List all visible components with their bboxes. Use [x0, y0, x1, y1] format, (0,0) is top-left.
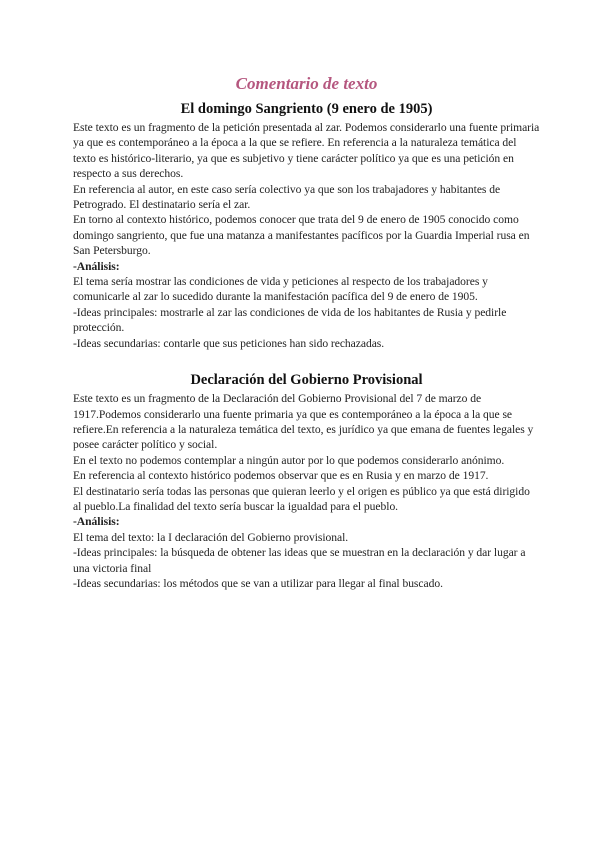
page-title: Comentario de texto	[235, 74, 378, 93]
paragraph: Este texto es un fragmento de la Declaración del Gobierno Provisional del 7 de marzo de 1917.Podemos considerarlo una fuente primaria ya que es contemporáneo a la época a la que se refiere.En referencia a la naturaleza temática del texto, es jurídico ya que emana de fuentes legales y posee carácter político y social.	[73, 392, 534, 452]
paragraph: El tema del texto: la I declaración del Gobierno provisional.	[73, 530, 349, 544]
paragraph: -Ideas secundarias: contarle que sus peticiones han sido rechazadas.	[73, 336, 385, 350]
paragraph: Este texto es un fragmento de la petición presentada al zar. Podemos considerarlo una fuente primaria ya que es contemporáneo a la época a la que se refiere. En referencia a la naturaleza temática del texto es histórico-literario, ya que es subjetivo y tiene carácter político ya que es una petición en respecto a sus derechos.	[73, 121, 540, 181]
paragraph: En referencia al contexto histórico podemos observar que es en Rusia y en marzo de 1917.	[73, 469, 489, 483]
paragraph: -Ideas principales: mostrarle al zar las condiciones de vida de los habitantes de Rusia y pedirle protección.	[73, 305, 507, 335]
paragraph: El destinatario sería todas las personas que quieran leerlo y el origen es público ya que está dirigido al pueblo.La finalidad del texto sería buscar la igualdad para el pueblo.	[73, 484, 530, 513]
paragraph: -Ideas secundarias: los métodos que se van a utilizar para llegar al final buscado.	[73, 576, 443, 590]
analysis-label: -Análisis:	[73, 515, 120, 529]
paragraph: -Ideas principales: la búsqueda de obtener las ideas que se muestran en la declaración y dar lugar a una victoria final	[73, 546, 526, 575]
section-heading: Declaración del Gobierno Provisional	[190, 372, 423, 389]
section-domingo-sangriento	[73, 100, 540, 351]
paragraph: El tema sería mostrar las condiciones de vida y peticiones al respecto de los trabajadores y comunicarle al zar lo sucedido durante la manifestación pacífica del 9 de enero de 1905.	[73, 275, 488, 304]
section-gobierno-provisional	[73, 371, 540, 591]
paragraph: En torno al contexto histórico, podemos conocer que trata del 9 de enero de 1905 conocido como domingo sangriento, que fue una matanza a manifestantes pacíficos por la Guardia Imperial rusa en San Petersburgo.	[73, 213, 530, 258]
section-heading: El domingo Sangriento (9 enero de 1905)	[180, 101, 433, 117]
analysis-label: -Análisis:	[73, 259, 120, 273]
paragraph: En referencia al autor, en este caso sería colectivo ya que son los trabajadores y habitantes de Petrogrado. El destinatario sería el zar.	[73, 182, 501, 212]
paragraph: En el texto no podemos contemplar a ningún autor por lo que podemos considerarlo anónimo.	[73, 453, 505, 467]
